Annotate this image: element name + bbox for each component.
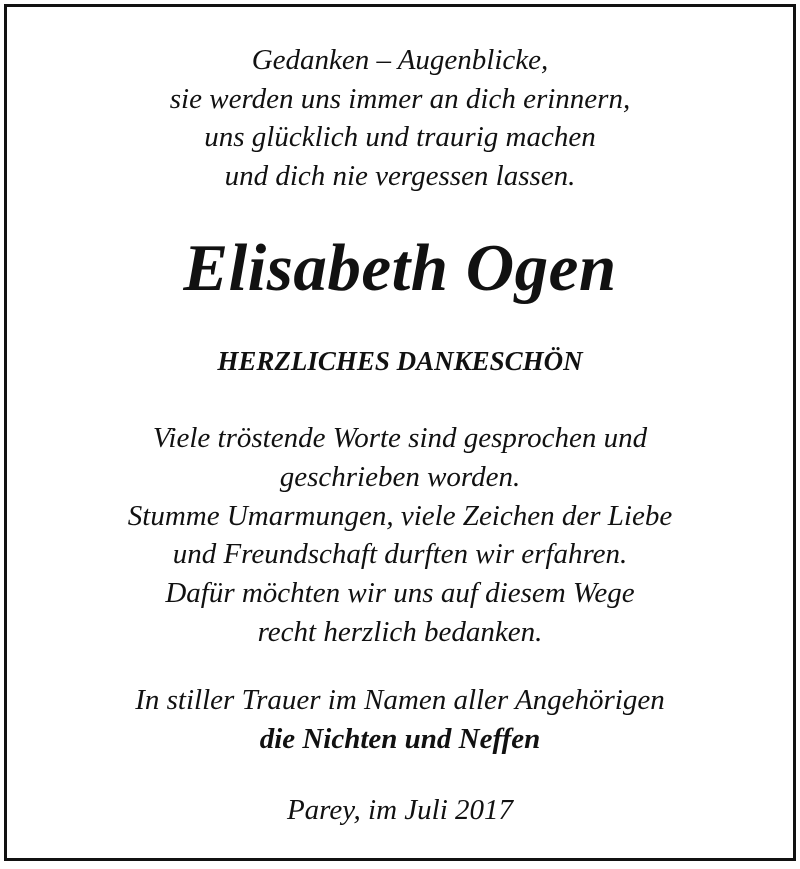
poem-line: sie werden uns immer an dich erinnern,: [169, 82, 631, 115]
signoff-signers: die Nichten und Neffen: [259, 722, 541, 755]
message-line: Viele tröstende Worte sind gesprochen und: [152, 422, 648, 454]
message-line: Stumme Umarmungen, viele Zeichen der Liebe: [127, 499, 673, 532]
place-and-date: Parey, im Juli 2017: [286, 794, 514, 826]
thank-you-message: [7, 419, 793, 652]
message-line: und Freundschaft durften wir erfahren.: [172, 538, 628, 571]
poem-line: und dich nie vergessen lassen.: [224, 159, 576, 192]
message-line: recht herzlich bedanken.: [257, 615, 543, 648]
thank-you-heading: HERZLICHES DANKESCHÖN: [217, 346, 583, 376]
signoff: [7, 681, 793, 758]
signoff-intro: In stiller Trauer im Namen aller Angehörigen: [135, 684, 665, 716]
poem-line: uns glücklich und traurig machen: [204, 121, 596, 153]
message-line: Dafür möchten wir uns auf diesem Wege: [165, 577, 635, 610]
memorial-poem: [7, 41, 793, 195]
message-line: geschrieben worden.: [279, 460, 521, 493]
deceased-name: Elisabeth Ogen: [183, 231, 617, 305]
poem-line: Gedanken – Augenblicke,: [251, 44, 549, 76]
obituary-notice: [4, 4, 796, 861]
